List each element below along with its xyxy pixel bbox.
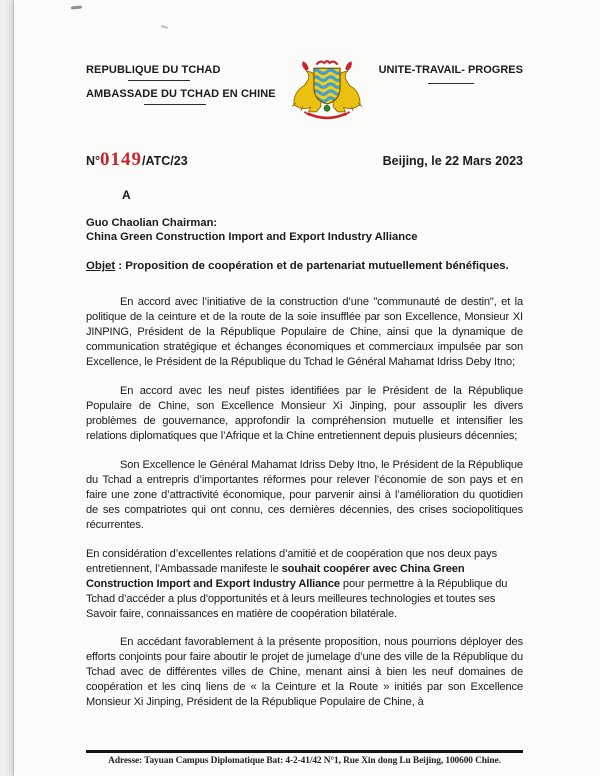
subject-label: Objet [86,260,116,273]
divider-line [428,83,474,84]
base-roundel [324,105,330,111]
page-footer [86,749,523,776]
divider-line [144,104,206,105]
letterhead-left [86,64,276,112]
paragraph-5: En accédant favorablement à la présente proposition, nous pourrions déployer des efforts conjoints pour faire aboutir le projet de jumelage d’une des ville de la République du Tchad avec de différentes villes de Chine, menant ainsi à bien les neuf domaines de coopération et les cinq liens de « la Ceinture et la Route » initiés par son Excellence Monsieur Xi Jinping, Président de la République Populaire de Chine, à [86,635,523,708]
dateline: Beijing, le 22 Mars 2023 [382,154,523,168]
recipient-block [86,217,523,244]
letter-content [86,64,523,710]
motto: UNITE-TRAVAIL- PROGRES [378,64,523,76]
scan-speck [71,5,82,9]
crest [317,61,338,64]
reference-number [86,149,188,171]
chad-coat-of-arms-icon [283,56,371,124]
paragraph-4-lead: En considération d’excellentes relations d’amitié et de coopération que nos deux pays entretiennent, l’Ambassade manifeste le [86,547,498,575]
subject-separator: : [115,260,126,273]
paper-sheet [13,0,600,776]
paragraph-4-bold-alliance: souhait coopérer avec China Green Construction Import and Export Industry Alliance [86,562,465,590]
paragraph-4 [86,547,523,622]
subject-line [86,259,512,274]
paragraph-3: Son Excellence le Général Mahamat Idriss Deby Itno, le Président de la République du Tchad a entrepris d’importantes réformes pour relever l’économie de son pays et en faire une zone d’attractivité économique, pour parvenir ainsi à l’amélioration du quotidien de ses compatriotes qui ont connu, ces dernières décennies, des crises sociopolitiques récurrentes. [86,458,523,531]
letterhead-right [379,64,523,84]
emblem-wrap [283,56,371,129]
subject-text: Proposition de coopération et de partenariat mutuellement bénéfiques. [125,260,509,273]
footer-rule [86,750,523,753]
republic-title: REPUBLIQUE DU TCHAD [86,64,221,76]
footer-address: Adresse: Tayuan Campus Diplomatique Bat: 4-2-41/42 N°1, Rue Xin dong Lu Beijing, 100600 Chine. [108,756,501,766]
reference-prefix: N° [86,154,101,168]
paragraph-1: En accord avec l’initiative de la construction d’une "communauté de destin", et la politique de la ceinture et de la route de la soie insufflée par son Excellence, Monsieur XI JINPING, Président de la République Populaire de Chine, ainsi que la dynamique de communication stratégique et échanges économiques et commerciaux impulsée par son Excellence, le Président de la République du Tchad le Général Mahamat Idriss Deby Itno; [86,295,523,368]
reference-suffix: /ATC/23 [142,154,188,168]
recipient-organization: China Green Construction Import and Export Industry Alliance [86,230,418,243]
recipient-name: Guo Chaolian Chairman: [86,217,218,229]
base-ribbon [308,114,346,118]
letter-body [86,295,523,710]
salutation: A [122,188,131,202]
scan-speck [161,25,168,29]
reference-row [86,149,523,171]
paragraph-4-tail: pour permettre à la République du Tchad d’accéder a plus d'opportunités et à leurs meilleures technologies et toutes ses Savoir faire, connaissances en matière de coopération bilatérale. [86,577,508,620]
letterhead [86,64,523,129]
divider-line [128,80,190,81]
reference-digits: 0149 [100,149,143,170]
paragraph-2: En accord avec les neuf pistes identifiées par le Président de la République Populaire de Chine, son Excellence Monsieur Xi Jinping, pour assouplir les divers problèmes de gouvernance, approfondir la compréhension mutuelle et intensifier les relations diplomatiques que l’Afrique et la Chine entretiennent depuis plusieurs décennies; [86,384,523,442]
embassy-title: AMBASSADE DU TCHAD EN CHINE [86,88,276,100]
